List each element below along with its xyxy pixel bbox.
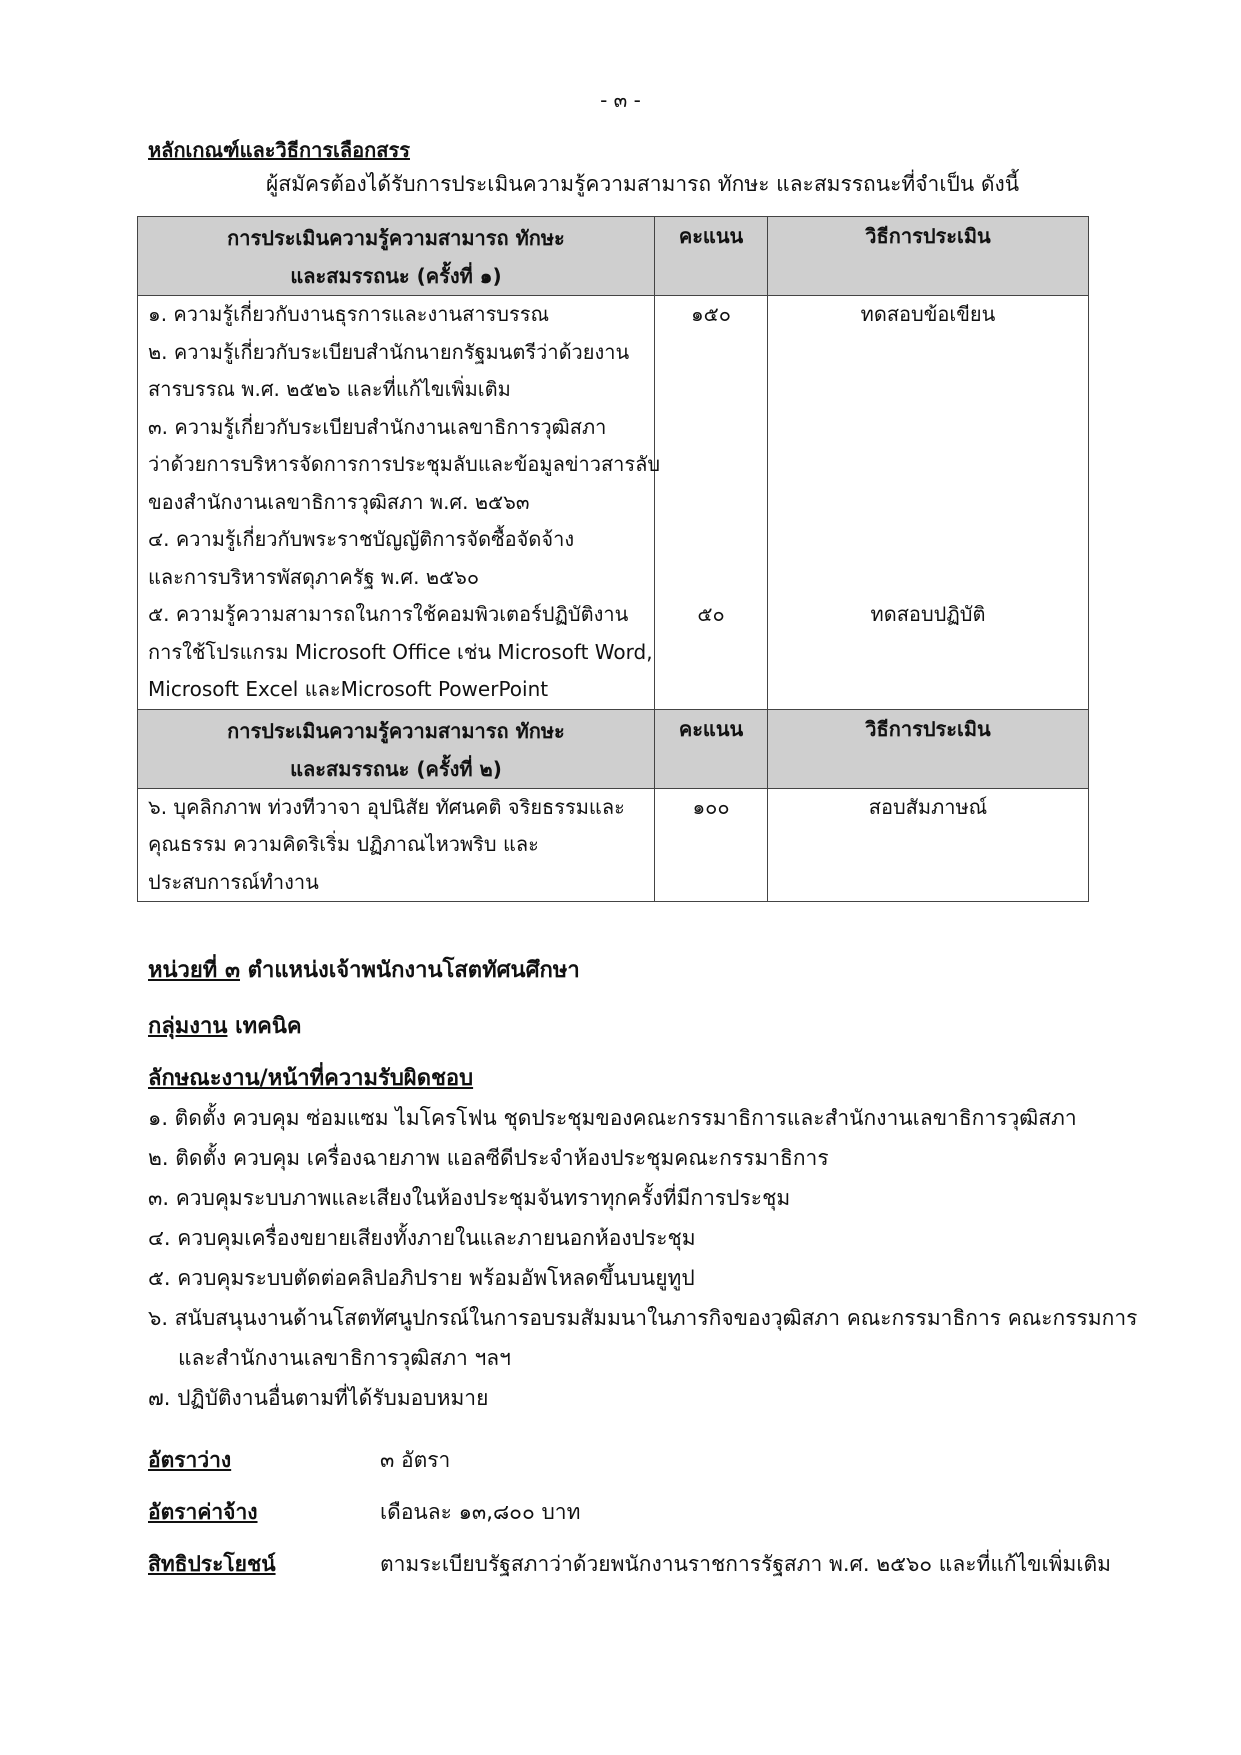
item-line: ๒. ความรู้เกี่ยวกับระเบียบสำนักนายกรัฐมนตรีว่าด้วยงาน: [148, 339, 630, 364]
header-topic-line2: และสมรรถนะ (ครั้งที่ ๒): [290, 756, 502, 781]
header-topic-line2: และสมรรถนะ (ครั้งที่ ๑): [290, 264, 502, 288]
score-practical: ๕๐: [697, 602, 725, 626]
header-topic-round1: [138, 217, 655, 296]
table-header-round2: [138, 709, 1089, 788]
list-item: ๖. สนับสนุนงานด้านโสตทัศนูปกรณ์ในการอบรมสัมมนาในภารกิจของวุฒิสภา คณะกรรมาธิการ คณะกรรมการ: [148, 1306, 1138, 1330]
item-line: ว่าด้วยการบริหารจัดการการประชุมลับและข้อมูลข่าวสารลับ: [148, 452, 661, 476]
salary-row: [148, 1496, 580, 1529]
score-written: ๑๕๐: [690, 302, 732, 326]
table-header-round1: [138, 217, 1089, 296]
item-line: ๕. ความรู้ความสามารถในการใช้คอมพิวเตอร์ปฏิบัติงาน: [148, 602, 629, 626]
item-line: และการบริหารพัสดุภาครัฐ พ.ศ. ๒๕๖๐: [148, 564, 480, 589]
item-line: คุณธรรม ความคิดริเริ่ม ปฏิภาณไหวพริบ และ: [148, 832, 539, 856]
list-item: ๔. ควบคุมเครื่องขยายเสียงทั้งภายในและภายนอกห้องประชุม: [148, 1226, 696, 1250]
method-interview: สอบสัมภาษณ์: [868, 794, 988, 819]
group-label: กลุ่มงาน: [148, 1014, 228, 1039]
table-row: [138, 788, 1089, 902]
benefits-value: ตามระเบียบรัฐสภาว่าด้วยพนักงานราชการรัฐสภา พ.ศ. ๒๕๖๐ และที่แก้ไขเพิ่มเติม: [380, 1552, 1112, 1576]
items-cell-round2: [138, 788, 655, 902]
salary-label: อัตราค่าจ้าง: [148, 1500, 258, 1524]
item-line: ๔. ความรู้เกี่ยวกับพระราชบัญญัติการจัดซื้อจัดจ้าง: [148, 527, 575, 551]
vacancy-row: [148, 1444, 450, 1477]
benefits-row: [148, 1548, 1111, 1581]
item-line: ๑. ความรู้เกี่ยวกับงานธุรการและงานสารบรรณ: [148, 302, 550, 326]
item-line: ๖. บุคลิกภาพ ท่วงทีวาจา อุปนิสัย ทัศนคติ จริยธรรมและ: [148, 794, 625, 819]
criteria-intro: ผู้สมัครต้องได้รับการประเมินความรู้ความสามารถ ทักษะ และสมรรถนะที่จำเป็น ดังนี้: [266, 172, 1020, 196]
group-value: เทคนิค: [235, 1014, 302, 1039]
list-item: ๒. ติดตั้ง ควบคุม เครื่องฉายภาพ แอลซีดีประจำห้องประชุมคณะกรรมาธิการ: [148, 1146, 829, 1170]
list-item: ๓. ควบคุมระบบภาพและเสียงในห้องประชุมจันทราทุกครั้งที่มีการประชุม: [148, 1186, 791, 1210]
benefits-label: สิทธิประโยชน์: [148, 1552, 276, 1576]
evaluation-table: [137, 216, 1089, 902]
list-item: และสำนักงานเลขาธิการวุฒิสภา ฯลฯ: [178, 1346, 511, 1370]
salary-value: เดือนละ ๑๓,๘๐๐ บาท: [380, 1500, 581, 1524]
unit-title: ตำแหน่งเจ้าพนักงานโสตทัศนศึกษา: [247, 958, 580, 983]
header-score: คะแนน: [655, 709, 768, 788]
header-topic-round2: [138, 709, 655, 788]
header-topic-line1: การประเมินความรู้ความสามารถ ทักษะ: [227, 718, 565, 743]
vacancy-value: ๓ อัตรา: [380, 1448, 451, 1472]
item-line: ๓. ความรู้เกี่ยวกับระเบียบสำนักงานเลขาธิการวุฒิสภา: [148, 414, 607, 439]
method-practical: ทดสอบปฏิบัติ: [870, 602, 986, 626]
unit-label: หน่วยที่ ๓: [148, 958, 240, 983]
score-interview: ๑๐๐: [692, 794, 730, 819]
score-cell-round2: [655, 788, 768, 902]
item-line: Microsoft Excel และMicrosoft PowerPoint: [148, 677, 549, 701]
page-number: - ๓ -: [600, 88, 641, 112]
unit-heading: [148, 952, 580, 987]
list-item: ๕. ควบคุมระบบตัดต่อคลิปอภิปราย พร้อมอัพโหลดขึ้นบนยูทูป: [148, 1266, 695, 1290]
list-item: ๗. ปฏิบัติงานอื่นตามที่ได้รับมอบหมาย: [148, 1386, 489, 1410]
item-line: การใช้โปรแกรม Microsoft Office เช่น Microsoft Word,: [148, 639, 653, 664]
duties-list: [148, 1098, 1137, 1418]
criteria-title: หลักเกณฑ์และวิธีการเลือกสรร: [148, 138, 410, 162]
vacancy-label: อัตราว่าง: [148, 1448, 232, 1472]
header-topic-line1: การประเมินความรู้ความสามารถ ทักษะ: [227, 226, 565, 250]
group-line: [148, 1008, 302, 1043]
list-item: ๑. ติดตั้ง ควบคุม ซ่อมแซม ไมโครโฟน ชุดประชุมของคณะกรรมาธิการและสำนักงานเลขาธิการวุฒิสภา: [148, 1106, 1077, 1130]
method-cell-round1: [768, 296, 1089, 710]
score-cell-round1: [655, 296, 768, 710]
duties-heading: ลักษณะงาน/หน้าที่ความรับผิดชอบ: [148, 1066, 474, 1091]
items-cell-round1: [138, 296, 661, 710]
item-line: สารบรรณ พ.ศ. ๒๕๒๖ และที่แก้ไขเพิ่มเติม: [148, 377, 511, 401]
item-line: ของสำนักงานเลขาธิการวุฒิสภา พ.ศ. ๒๕๖๓: [148, 489, 530, 514]
table-row: [138, 296, 1089, 710]
header-method: วิธีการประเมิน: [768, 709, 1089, 788]
header-method: วิธีการประเมิน: [768, 217, 1089, 296]
item-line: ประสบการณ์ทำงาน: [148, 869, 319, 894]
method-written: ทดสอบข้อเขียน: [860, 302, 996, 326]
header-score: คะแนน: [655, 217, 768, 296]
method-cell-round2: [768, 788, 1089, 902]
